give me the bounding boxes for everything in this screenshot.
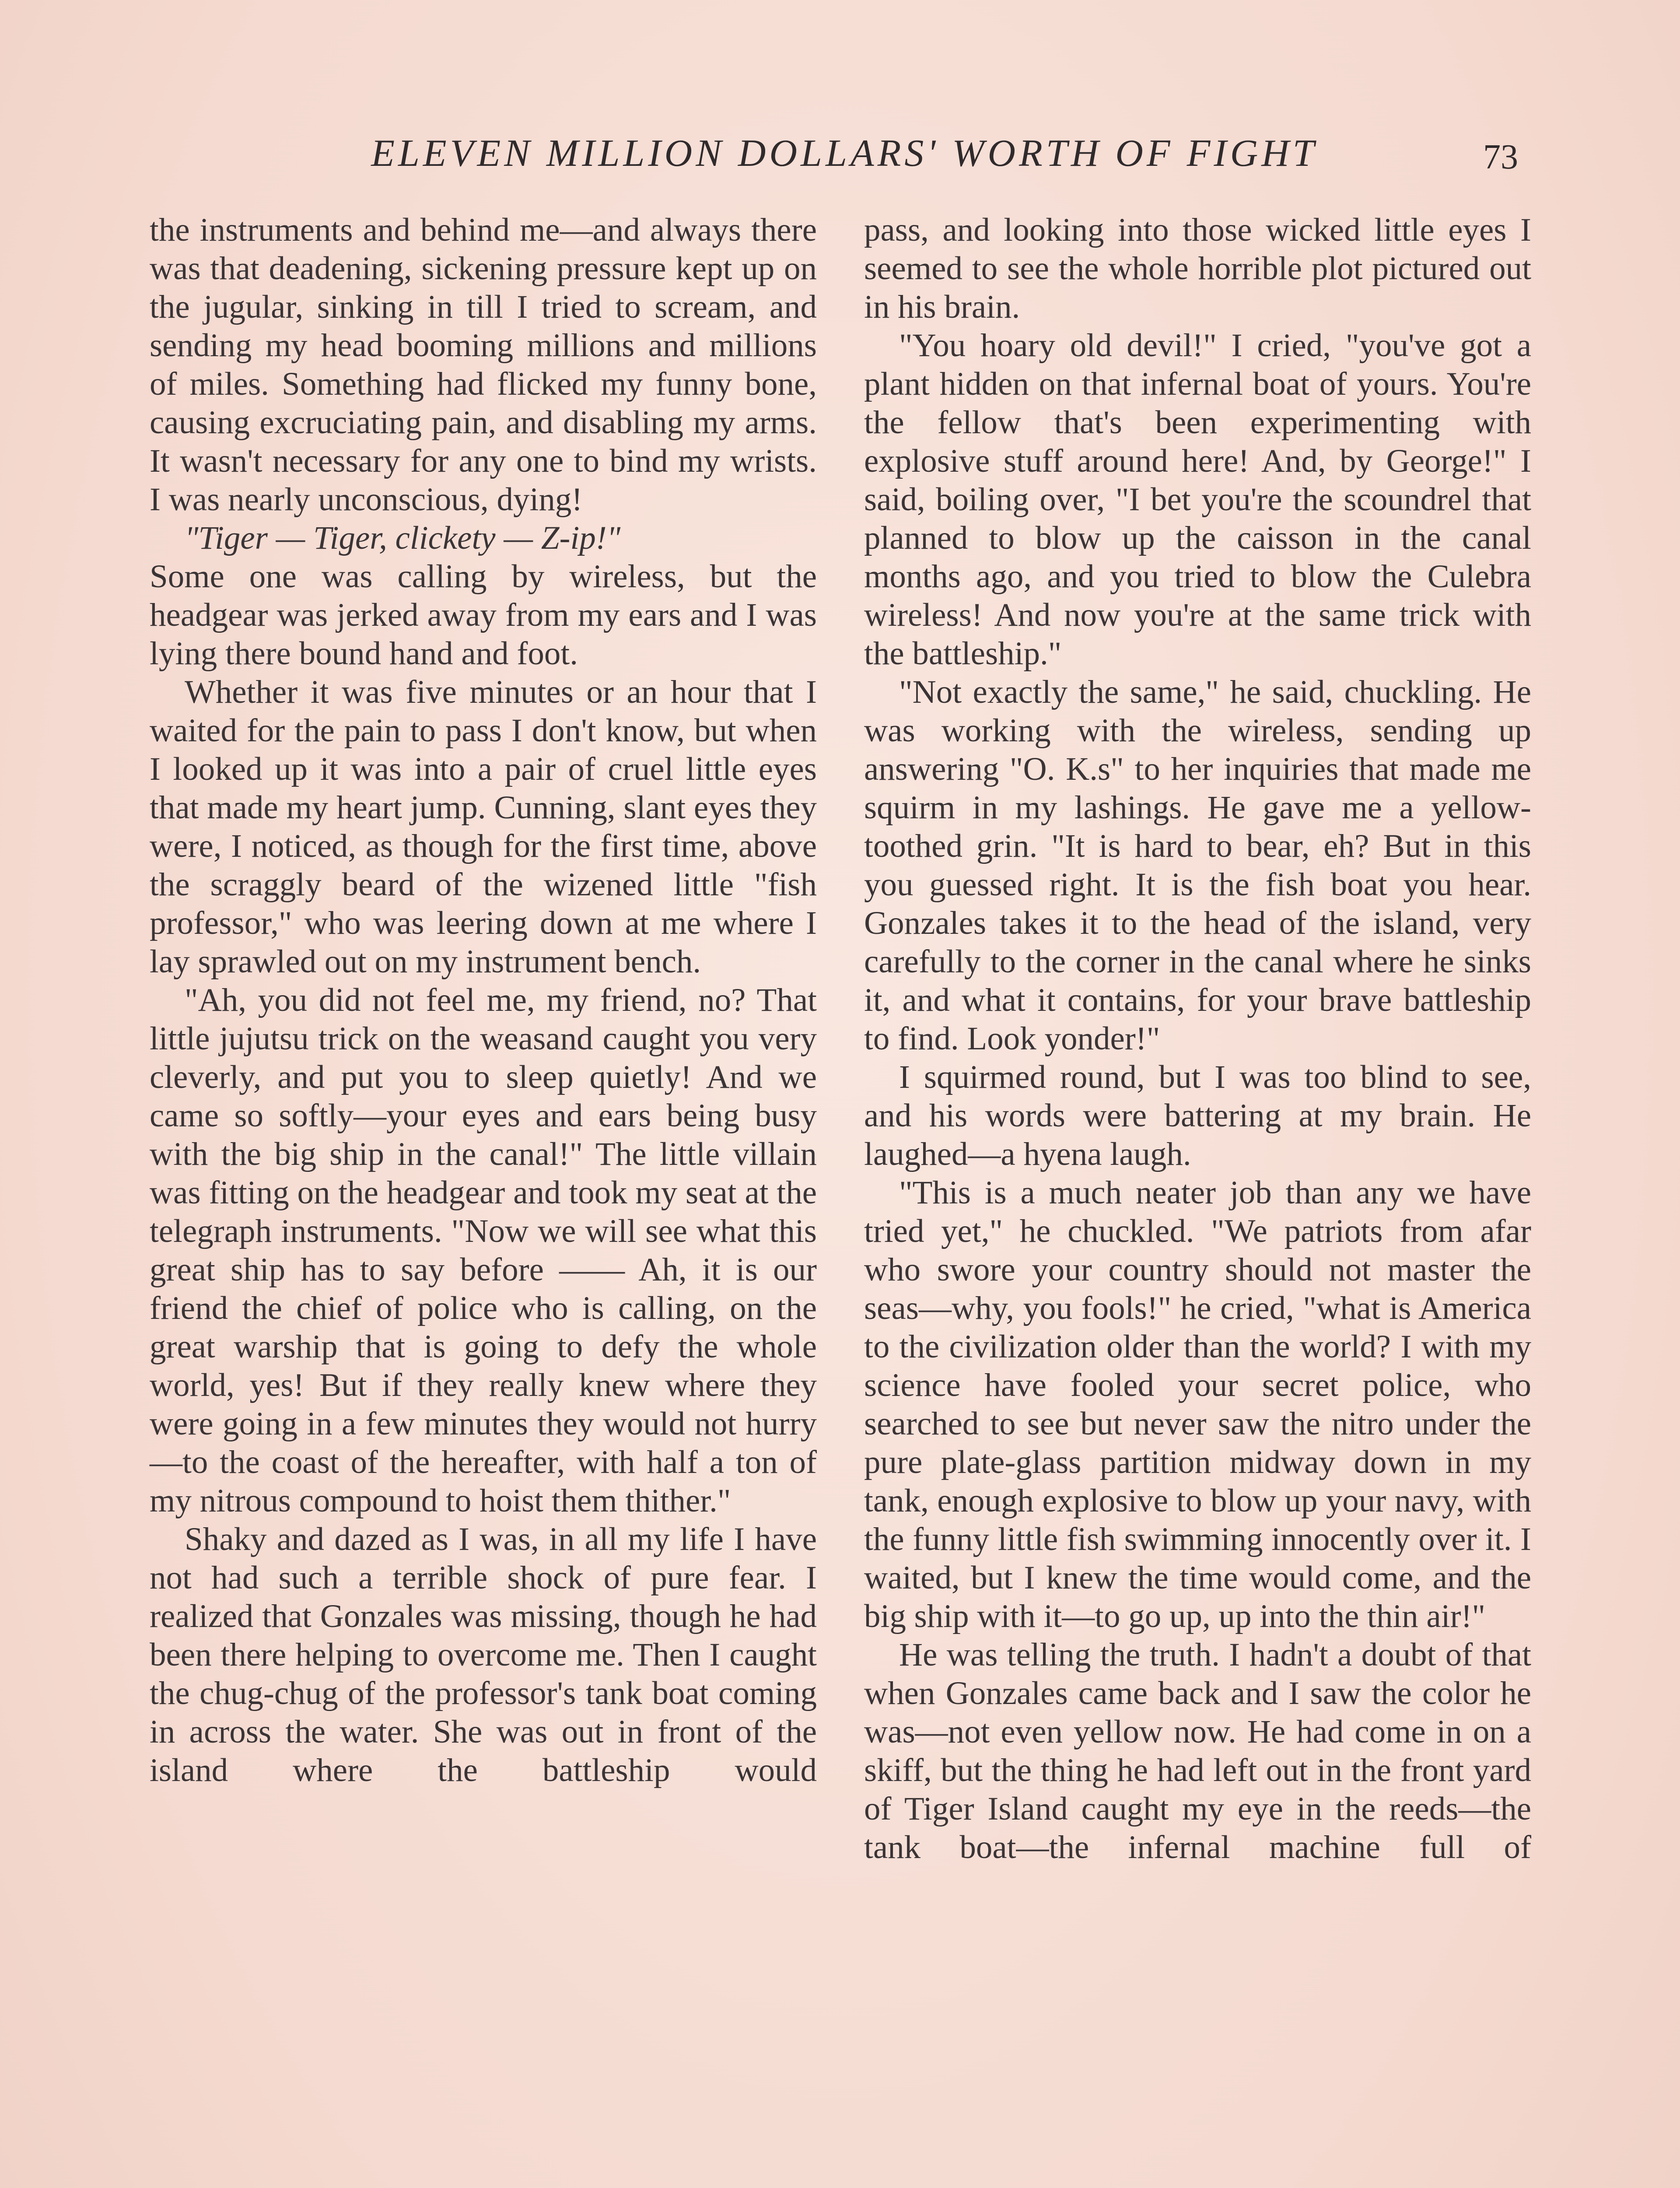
paragraph: He was telling the truth. I hadn't a doubt of that when Gonzales came back and I saw the color he was—not even yellow now. He had come in on a skiff, but the thing he had left out in the front yard of Tiger Island caught my eye in the reeds—the tank boat—the infernal machine full of: [864, 1637, 1531, 1865]
page-header: [0, 131, 1680, 184]
paragraph: Shaky and dazed as I was, in all my life I have not had such a terrible shock of pure fear. I realized that Gonzales was missing, though he had been there helping to overcome me. Then I caught the chug-chug of the professor's tank boat coming in across the water. She was out in front of the island where the battleship would: [150, 1521, 817, 1788]
paragraph: Whether it was five minutes or an hour that I waited for the pain to pass I don't know, but when I looked up it was into a pair of cruel little eyes that made my heart jump. Cunning, slant eyes they were, I noticed, as though for the first time, above the scraggly beard of the wizened little "fish professor," who was leering down at me where I lay sprawled out on my instrument bench.: [150, 674, 817, 980]
right-column: [864, 211, 1531, 1867]
paragraph: "Tiger — Tiger, clickety — Z-ip!": [185, 520, 621, 556]
paragraph: the instruments and behind me—and always there was that deadening, sickening pressure kept up on the jugular, sinking in till I tried to scream, and sending my head booming millions and millions of miles. Something had flicked my funny bone, causing excruciating pain, and disabling my arms. It wasn't necessary for any one to bind my wrists. I was nearly unconscious, dying!: [150, 212, 817, 518]
page-number: 73: [1483, 138, 1518, 176]
paragraph: Some one was calling by wireless, but the headgear was jerked away from my ears and I was lying there bound hand and foot.: [150, 558, 817, 672]
paragraph: I squirmed round, but I was too blind to see, and his words were battering at my brain. He laughed—a hyena laugh.: [864, 1059, 1531, 1172]
left-column: [150, 211, 817, 1790]
running-title: ELEVEN MILLION DOLLARS' WORTH OF FIGHT: [371, 132, 1318, 175]
paragraph: "This is a much neater job than any we have tried yet," he chuckled. "We patriots from afar who swore your country should not master the seas—why, you fools!" he cried, "what is America to the civilization older than the world? I with my science have fooled your secret police, who searched to see but never saw the nitro under the pure plate-glass partition midway down in my tank, enough explosive to blow up your navy, with the funny little fish swimming innocently over it. I waited, but I knew the time would come, and the big ship with it—to go up, up into the thin air!": [864, 1175, 1531, 1634]
paragraph: pass, and looking into those wicked little eyes I seemed to see the whole horrible plot pictured out in his brain.: [864, 212, 1531, 325]
paragraph: "Ah, you did not feel me, my friend, no? That little jujutsu trick on the weasand caught you very cleverly, and put you to sleep quietly! And we came so softly—your eyes and ears being busy with the big ship in the canal!" The little villain was fitting on the headgear and took my seat at the telegraph instruments. "Now we will see what this great ship has to say before —— Ah, it is our friend the chief of police who is calling, on the great warship that is going to defy the whole world, yes! But if they really knew where they were going in a few minutes they would not hurry—to the coast of the hereafter, with half a ton of my nitrous compound to hoist them thither.": [150, 982, 817, 1519]
paragraph: "Not exactly the same," he said, chuckling. He was working with the wireless, sending up answering "O. K.s" to her inquiries that made me squirm in my lashings. He gave me a yellow-toothed grin. "It is hard to bear, eh? But in this you guessed right. It is the fish boat you hear. Gonzales takes it to the head of the island, very carefully to the corner in the canal where he sinks it, and what it contains, for your brave battleship to find. Look yonder!": [864, 674, 1531, 1057]
paragraph: "You hoary old devil!" I cried, "you've got a plant hidden on that infernal boat of yours. You're the fellow that's been experimenting with explosive stuff around here! And, by George!" I said, boiling over, "I bet you're the scoundrel that planned to blow up the caisson in the canal months ago, and you tried to blow the Culebra wireless! And now you're at the same trick with the battleship.": [864, 327, 1531, 672]
